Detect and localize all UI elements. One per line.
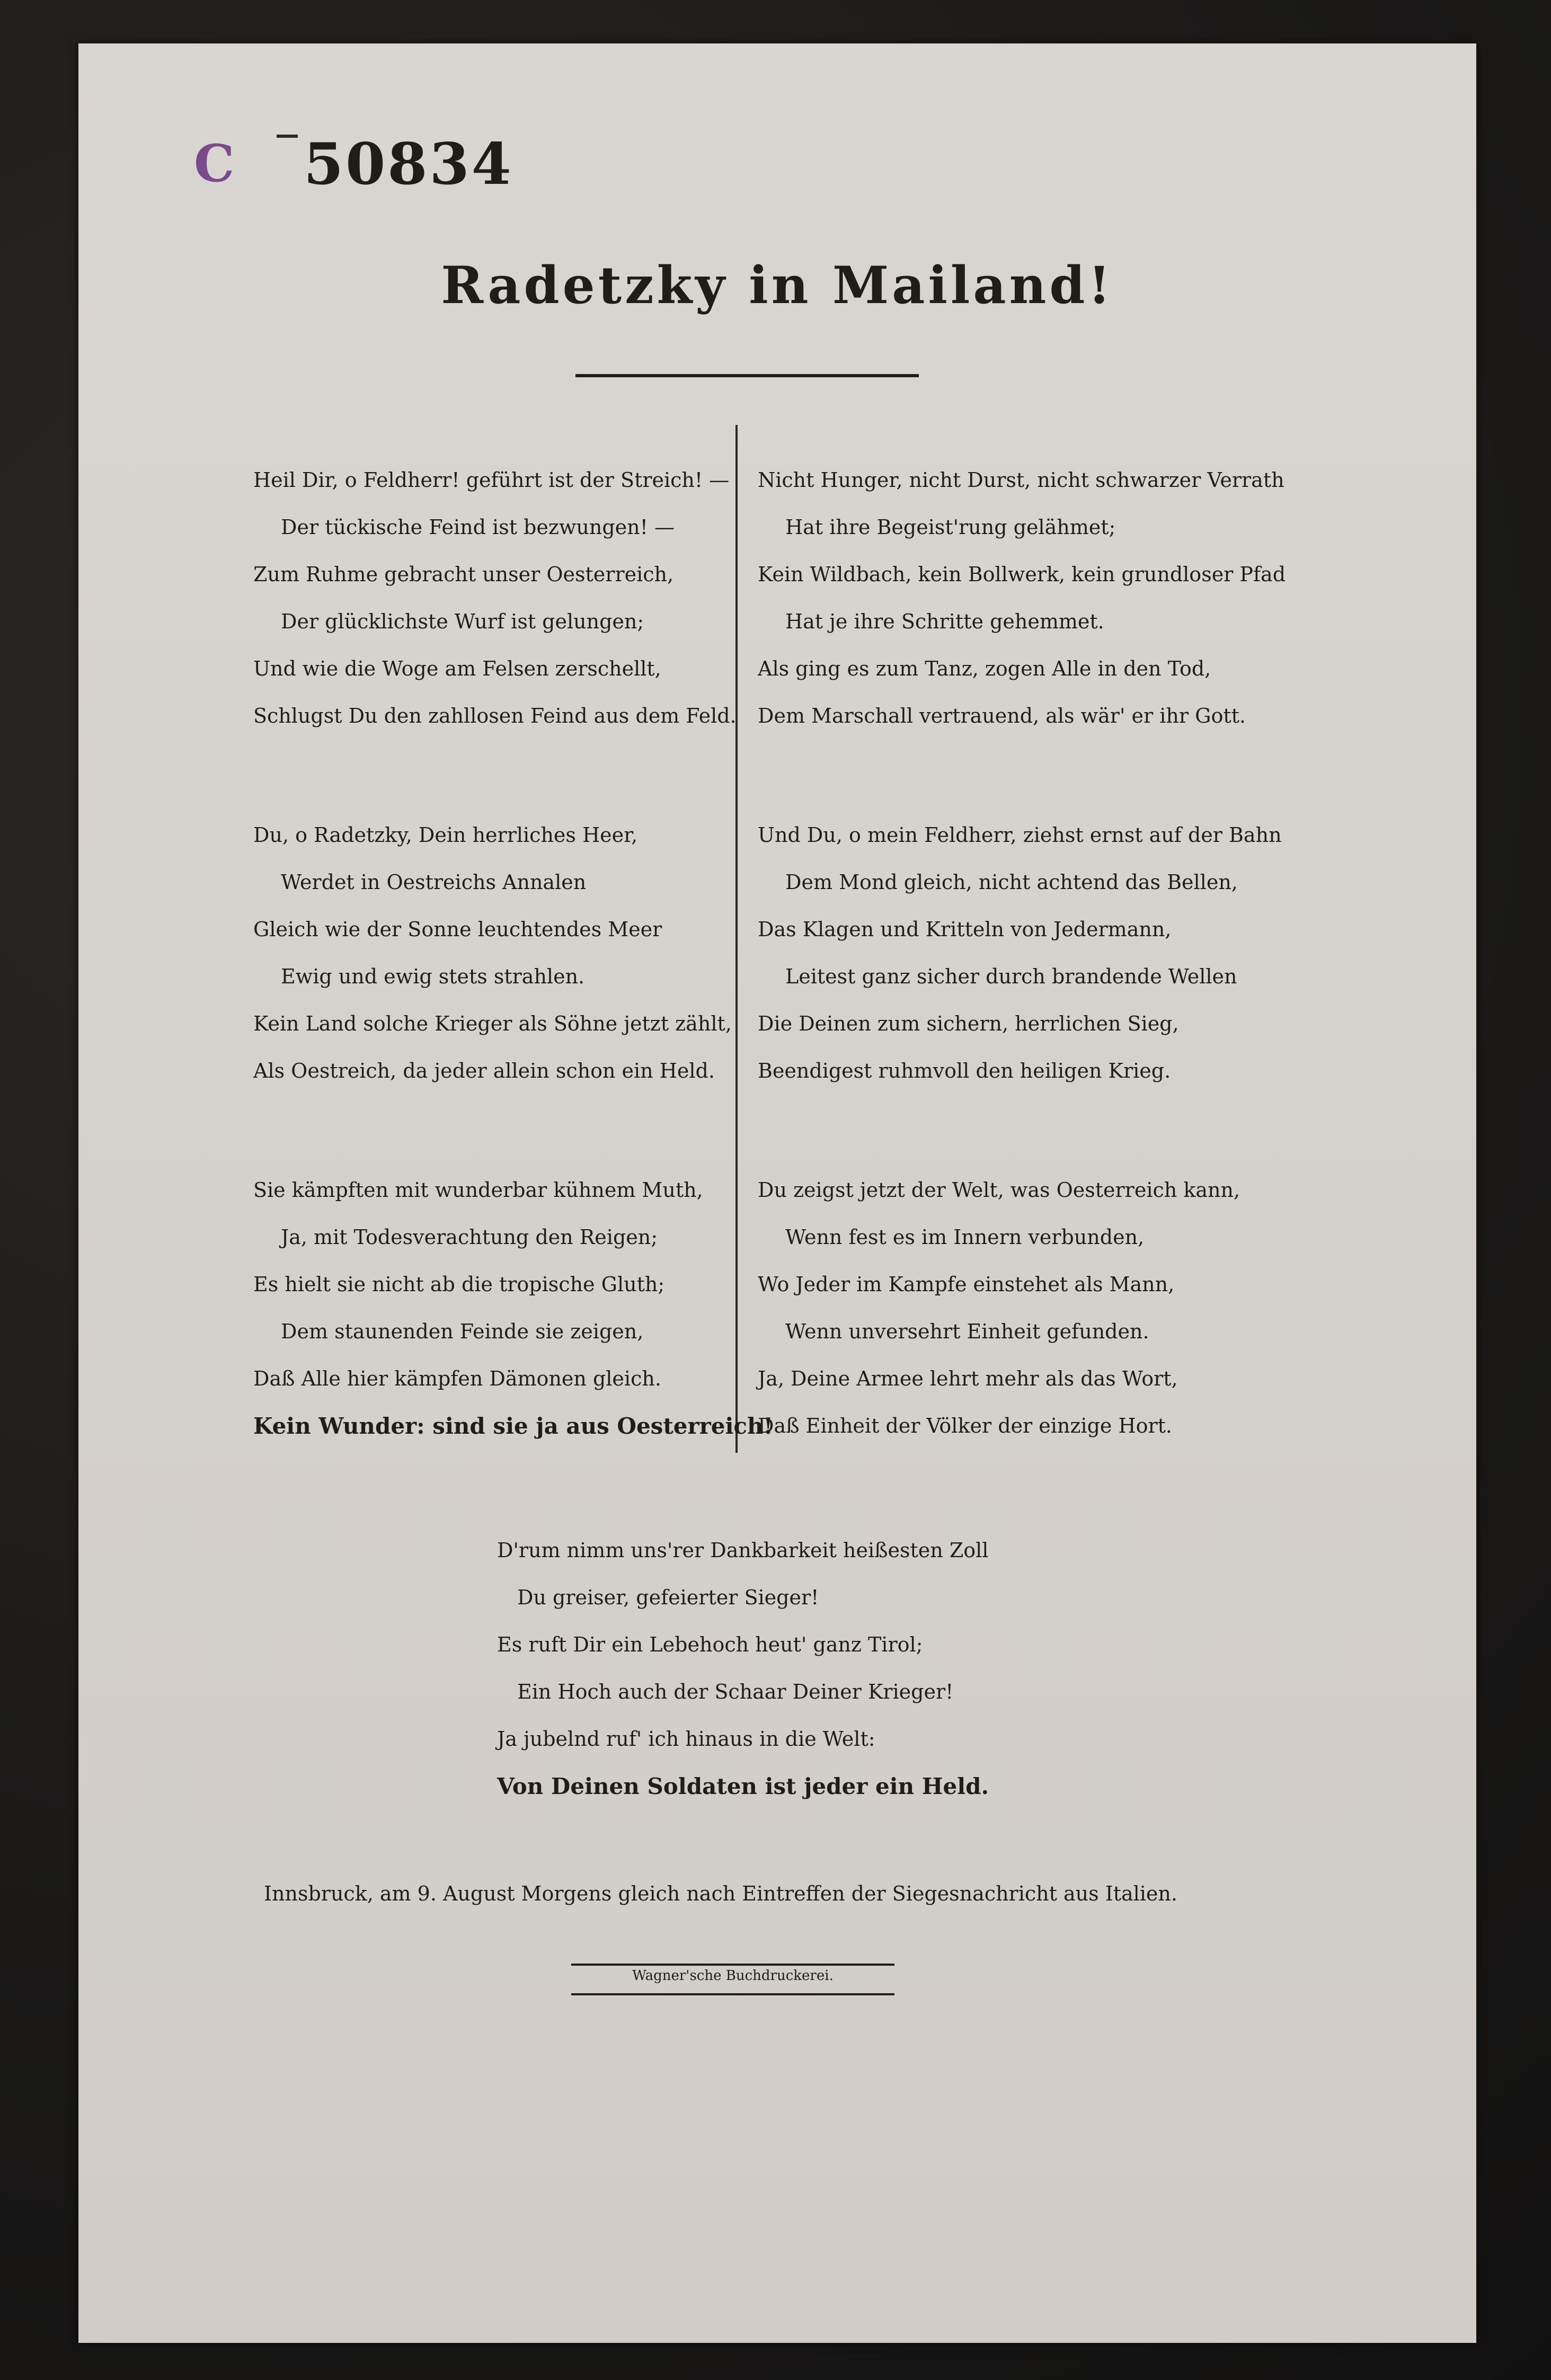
verse-line: Dem Marschall vertrauend, als wär' er ihr Gott. (758, 704, 1246, 727)
verse-line: Als ging es zum Tanz, zogen Alle in den Tod, (758, 657, 1211, 680)
title-divider (575, 374, 919, 377)
verse-line: Der tückische Feind ist bezwungen! — (281, 516, 675, 539)
stanza (758, 1167, 1266, 1522)
verse-line: Es ruft Dir ein Lebehoch heut' ganz Tirol; (497, 1633, 923, 1656)
verse-line: Ja, Deine Armee lehrt mehr als das Wort, (758, 1367, 1178, 1390)
printer-rule-bottom (571, 1993, 894, 1995)
verse-line: Hat ihre Begeist'rung gelähmet; (785, 516, 1116, 539)
verse-line: Dem Mond gleich, nicht achtend das Bellen, (785, 871, 1238, 894)
verse-line: Wenn unversehrt Einheit gefunden. (785, 1320, 1149, 1343)
verse-line: Gleich wie der Sonne leuchtendes Meer (253, 918, 662, 941)
verse-line: Du, o Radetzky, Dein herrliches Heer, (253, 823, 638, 847)
stanza (758, 812, 1282, 1167)
verse-line: Wenn fest es im Innern verbunden, (785, 1225, 1145, 1249)
closing-stanza (497, 1527, 1239, 1810)
verse-line: Und Du, o mein Feldherr, ziehst ernst auf der Bahn (758, 823, 1282, 847)
right-column (758, 457, 1286, 1522)
verse-line: Und wie die Woge am Felsen zerschellt, (253, 657, 661, 680)
verse-line: Beendigest ruhmvoll den heiligen Krieg. (758, 1059, 1171, 1082)
verse-line: Hat je ihre Schritte gehemmet. (785, 610, 1104, 633)
verse-line: Die Deinen zum sichern, herrlichen Sieg, (758, 1012, 1179, 1035)
verse-line: Leitest ganz sicher durch brandende Wellen (785, 965, 1237, 988)
verse-line: Als Oestreich, da jeder allein schon ein Held. (253, 1059, 715, 1082)
stanza (253, 812, 762, 1167)
verse-line: Daß Alle hier kämpfen Dämonen gleich. (253, 1367, 661, 1390)
verse-line: Kein Wildbach, kein Bollwerk, kein grundloser Pfad (758, 563, 1286, 586)
verse-line: Der glücklichste Wurf ist gelungen; (281, 610, 644, 633)
verse-line: Von Deinen Soldaten ist jeder ein Held. (497, 1773, 989, 1799)
verse-line: Ein Hoch auch der Schaar Deiner Krieger! (517, 1680, 954, 1703)
verse-line: Dem staunenden Feinde sie zeigen, (281, 1320, 644, 1343)
dateline: Innsbruck, am 9. August Morgens gleich nach Eintreffen der Siegesnachricht aus Italien. (264, 1882, 1177, 1905)
verse-line: Ewig und ewig stets strahlen. (281, 965, 585, 988)
stanza (253, 1167, 773, 1522)
inventory-number: 50834 (304, 131, 513, 198)
verse-line: Zum Ruhme gebracht unser Oesterreich, (253, 563, 674, 586)
verse-line: Du greiser, gefeierter Sieger! (517, 1586, 819, 1609)
left-column (253, 457, 773, 1522)
verse-line: Ja jubelnd ruf' ich hinaus in die Welt: (497, 1727, 875, 1751)
verse-line: Kein Land solche Krieger als Söhne jetzt zählt, (253, 1012, 732, 1035)
verse-line: Du zeigst jetzt der Welt, was Oesterreich kann, (758, 1178, 1240, 1202)
verse-line: Schlugst Du den zahllosen Feind aus dem Feld. (253, 704, 737, 727)
archive-stamp: C (194, 134, 235, 193)
stanza (758, 457, 1286, 812)
verse-line: Nicht Hunger, nicht Durst, nicht schwarzer Verrath (758, 468, 1284, 492)
stanza (253, 457, 762, 812)
verse-line: Es hielt sie nicht ab die tropische Gluth; (253, 1273, 665, 1296)
printer-rule-top (571, 1964, 894, 1966)
document-sheet (78, 43, 1476, 2343)
verse-line: Kein Wunder: sind sie ja aus Oesterreich! (253, 1413, 773, 1439)
stamp-dash (277, 135, 298, 138)
verse-line: Wo Jeder im Kampfe einstehet als Mann, (758, 1273, 1175, 1296)
verse-line: Sie kämpften mit wunderbar kühnem Muth, (253, 1178, 703, 1202)
verse-line: Heil Dir, o Feldherr! geführt ist der Streich! — (253, 468, 730, 492)
verse-line: Werdet in Oestreichs Annalen (281, 871, 587, 894)
poem-title: Radetzky in Mailand! (441, 255, 1114, 315)
verse-line: Daß Einheit der Völker der einzige Hort. (758, 1414, 1172, 1437)
verse-line: D'rum nimm uns'rer Dankbarkeit heißesten Zoll (497, 1539, 989, 1562)
verse-line: Ja, mit Todesverachtung den Reigen; (281, 1225, 658, 1249)
printer-imprint: Wagner'sche Buchdruckerei. (632, 1968, 834, 1984)
verse-line: Das Klagen und Kritteln von Jedermann, (758, 918, 1172, 941)
